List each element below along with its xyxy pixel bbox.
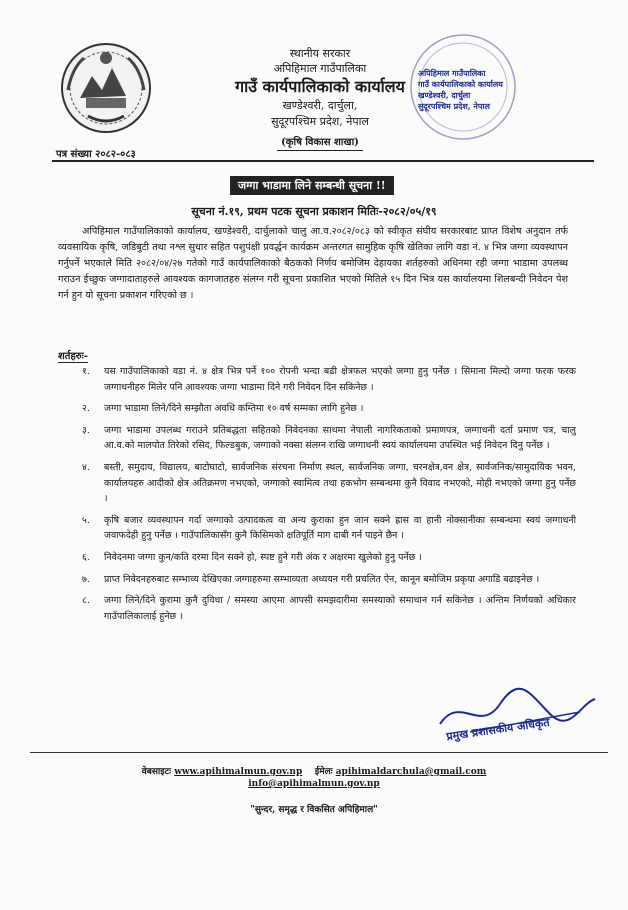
conditions-list <box>82 364 576 630</box>
email-label: ईमेलः <box>314 767 333 777</box>
footer-email-2 <box>0 779 628 789</box>
stamp-line-3: खण्डेश्वरी, दार्चुला <box>418 90 471 100</box>
stamp-text <box>418 68 534 112</box>
condition-number: ८. <box>82 595 90 607</box>
signatory-title: प्रमुख प्रशासकीय अधिकृत <box>445 715 551 744</box>
condition-text: कृषि बजार व्यवस्थापन गर्दा जग्गाको उत्पादकत्व वा अन्य कुराका हुन जान सक्ने ह्रास वा हानी नोक्सानीका सम्बन्धमा स्वयं जग्गाधनी जवाफदेही हुनु पर्नेछ । गाउँपालिकासँग कुनै किसिमको क्षतिपूर्ति माग दाबी गर्न पाइने छैन । <box>104 514 576 542</box>
conditions-heading: शर्तहरुः- <box>58 348 88 363</box>
condition-number: २. <box>82 403 90 415</box>
stamp-line-4: सुदूरपश्चिम प्रदेश, नेपाल <box>418 101 490 111</box>
condition-text: निवेदनमा जग्गा कुन/कति दरमा दिन सक्ने हो, स्पष्ट हुने गरी अंक र अक्षरमा खुलेको हुनु पर्नेछ । <box>104 551 422 563</box>
footer-contact <box>0 764 628 777</box>
office-name: गाउँ कार्यपालिकाको कार्यालय <box>235 77 405 96</box>
list-item <box>82 593 576 624</box>
website-link[interactable]: www.apihimalmun.gov.np <box>174 767 303 777</box>
header-address-1: खण्डेश्वरी, दार्चुला, <box>282 99 358 112</box>
notice-body <box>58 224 568 304</box>
condition-text: प्राप्त निवेदनहरुबाट सम्भाव्य देखिएका जग्गाहरुमा सम्भाव्यता अध्ययन गरी प्रचलित ऐन, कानून बमोजिम प्रकृया अगाडि बढाइनेछ । <box>104 573 540 585</box>
condition-number: ५. <box>82 514 90 526</box>
list-item <box>82 364 576 395</box>
condition-number: ६. <box>82 551 90 563</box>
email-link-1[interactable]: apihimaldarchula@gmail.com <box>335 767 487 777</box>
list-item <box>82 401 576 417</box>
list-item <box>82 460 576 507</box>
header-divider <box>52 160 594 162</box>
condition-text: जग्गा भाडामा उपलब्ध गराउने प्रतिबद्धता सहितको निवेदनका साथमा नेपाली नागरिकताको प्रमाणपत्र, जग्गाधनी दर्ता प्रमाण पत्र, चालु आ.व.को मालपोत तिरेको रसिद, फिल्डबुक, जग्गाको नक्सा संलग्न राखि जग्गाधनी स्वयं कार्यालयमा उपस्थित भई निवेदन दिनु पर्नेछ । <box>104 424 576 452</box>
footer-slogan: "सुन्दर, समृद्ध र विकसित अपिहिमाल" <box>250 805 378 815</box>
nepal-emblem-icon <box>58 38 154 136</box>
condition-number: ७. <box>82 573 90 585</box>
list-item <box>82 423 576 454</box>
email-link-2[interactable]: info@apihimalmun.gov.np <box>248 779 380 789</box>
list-item <box>82 513 576 544</box>
notice-title: जग्गा भाडामा लिने सम्बन्धी सूचना !! <box>230 176 394 195</box>
condition-number: १. <box>82 366 90 377</box>
stamp-line-2: गाउँ कार्यपालिकाको कार्यालय <box>418 79 503 89</box>
condition-text: जग्गा लिने/दिने कुरामा कुनै दुविधा / समस्या आएमा आपसी समझदारीमा समस्याको समाधान गर्न सकिनेछ । अन्तिम निर्णयको अधिकार गाउँपालिकालाई हुनेछ । <box>104 595 576 622</box>
footer-divider <box>30 752 608 753</box>
notice-body-text: अपिहिमाल गाउँपालिकाको कार्यालय, खण्डेश्वरी, दार्चुलाको चालु आ.व.२०८२/०८३ को स्वीकृत संघीय सरकारबाट प्राप्त विशेष अनुदान तर्फ व्यवसायिक कृषि, जडिबुटी तथा नश्ल सुधार सहित पशुपंक्षी प्रवर्द्धन कार्यक्रम अन्तरगत सामुहिक कृषि खेतिका लागि वडा नं. ४ भित्र जग्गा व्यवस्थापन गर्नुपर्ने भएकाले मिति २०८२/०४/२७ गतेको गाउँ कार्यपालिकाको बैठकको निर्णय बमोजिम देहायका शर्तहरुको अधिनमा रही जग्गा भाडामा उपलब्ध गराउन ईच्छुक जग्गादाताहरुले आवश्यक कागजातहरु संलग्न गरी सूचना प्रकाशित भएको मितिले १५ दिन भित्र यस कार्यालयमा शिलबन्दी निवेदन पेश गर्न हुन यो सूचना प्रकाशन गरिएको छ । <box>58 226 568 301</box>
notice-subtitle: सूचना नं.१९, प्रथम पटक सूचना प्रकाशन मितिः-२०८२/०५/१९ <box>191 205 437 218</box>
list-item <box>82 572 576 588</box>
header-section: (कृषि विकास शाखा) <box>277 136 363 151</box>
header-line-1: स्थानीय सरकार <box>289 47 351 60</box>
condition-number: ४. <box>82 461 90 473</box>
condition-text: जग्गा भाडामा लिने/दिने सम्झौता अवधि कम्तिमा १० वर्ष सम्मका लागि हुनेछ । <box>104 403 364 415</box>
stamp-line-1: अपिहिमाल गाउँपालिका <box>418 68 486 78</box>
header-address-2: सुदूरपश्चिम प्रदेश, नेपाल <box>271 115 369 128</box>
header-line-2: अपिहिमाल गाउँपालिका <box>273 62 367 75</box>
condition-text: बस्ती, समुदाय, विद्यालय, बाटोघाटो, सार्वजनिक संरचना निर्माण स्थल, सार्वजनिक जग्गा, चरनक्षेत्र,वन क्षेत्र, सार्वजनिक/सामुदायिक भवन, कार्यालयहरु आदीको क्षेत्र अतिक्रमण नभएको, जग्गाको स्वामित्व तथा हकभोग सम्बन्धमा कुनै विवाद नभएको, मोही नभएको जग्गा हुनु पर्नेछ । <box>104 461 576 505</box>
website-label: वेबसाइटः <box>141 767 172 777</box>
condition-number: ३. <box>82 424 90 436</box>
condition-text: यस गाउँपालिकाको वडा नं. ४ क्षेत्र भित्र पर्ने १०० रोपनी भन्दा बढी क्षेत्रफल भएको जग्गा हुनु पर्नेछ । सिमाना मिल्दो जग्गा फरक फरक जग्गाधनीहरु मिलेर पनि आवश्यक जग्गा भाडामा दिने गरी निवेदन दिन सकिनेछ । <box>104 366 576 393</box>
reference-number: पत्र संख्या २०८२-०८३ <box>56 149 136 160</box>
list-item <box>82 550 576 566</box>
